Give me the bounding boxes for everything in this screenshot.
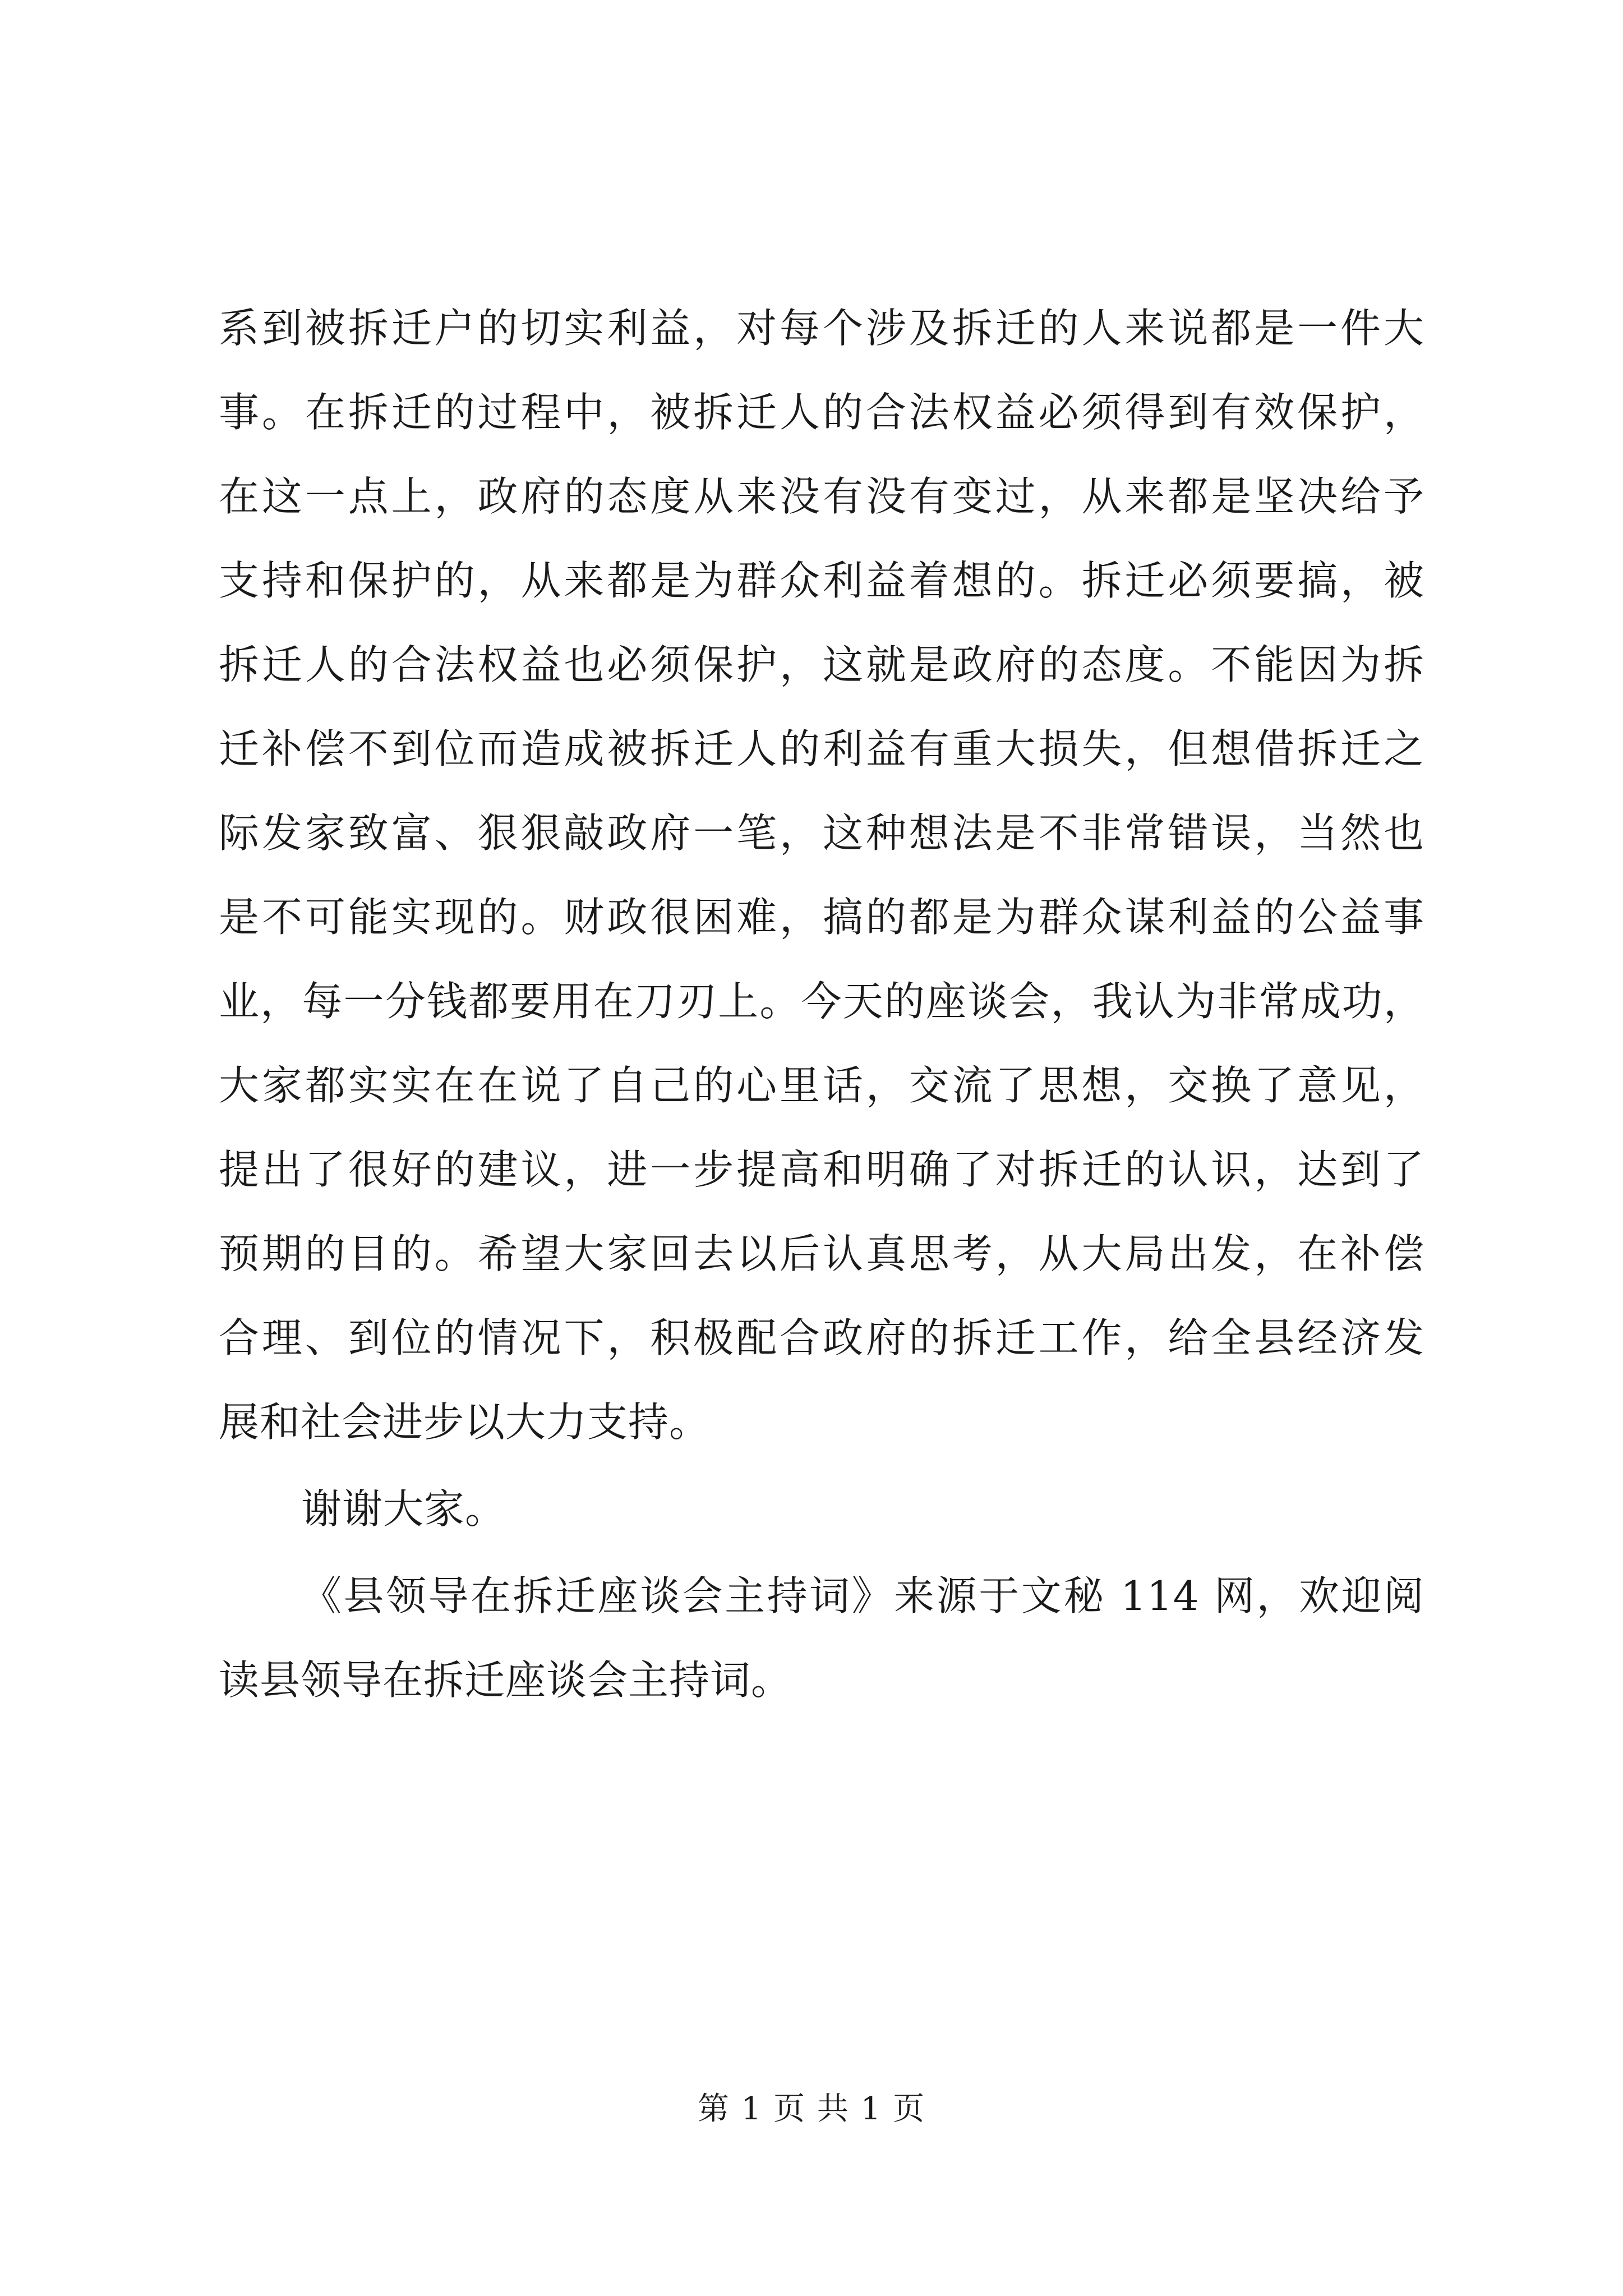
body-text-line: 业，每一分钱都要用在刀刃上。今天的座谈会，我认为非常成功， [219,978,1424,1025]
body-text-line: 预期的目的。希望大家回去以后认真思考，从大局出发，在补偿 [219,1230,1424,1277]
body-text-line: 拆迁人的合法权益也必须保护，这就是政府的态度。不能因为拆 [219,641,1424,688]
body-text-line: 提出了很好的建议，进一步提高和明确了对拆迁的认识，达到了 [219,1146,1424,1193]
source-note-line: 读县领导在拆迁座谈会主持词。 [219,1657,792,1704]
body-text-line: 支持和保护的，从来都是为群众利益着想的。拆迁必须要搞，被 [219,557,1424,604]
body-text-line: 是不可能实现的。财政很困难，搞的都是为群众谋利益的公益事 [219,894,1424,941]
body-text-line: 合理、到位的情况下，积极配合政府的拆迁工作，给全县经济发 [219,1314,1424,1361]
body-text-line: 系到被拆迁户的切实利益，对每个涉及拆迁的人来说都是一件大 [219,305,1424,352]
body-text-line: 展和社会进步以大力支持。 [219,1398,711,1446]
body-text-line: 际发家致富、狠狠敲政府一笔，这种想法是不非常错误，当然也 [219,809,1424,857]
body-text-line: 大家都实实在在说了自己的心里话，交流了思想，交换了意见， [219,1062,1424,1109]
body-text-line: 事。在拆迁的过程中，被拆迁人的合法权益必须得到有效保护， [219,389,1424,436]
body-text-line: 迁补偿不到位而造成被拆迁人的利益有重大损失，但想借拆迁之 [219,725,1424,772]
closing-thanks: 谢谢大家。 [301,1485,506,1533]
body-text-line: 在这一点上，政府的态度从来没有没有变过，从来都是坚决给予 [219,473,1424,520]
page-number-footer: 第 1 页 共 1 页 [697,2091,926,2127]
source-note-line: 《县领导在拆迁座谈会主持词》来源于文秘 114 网，欢迎阅 [301,1572,1424,1619]
